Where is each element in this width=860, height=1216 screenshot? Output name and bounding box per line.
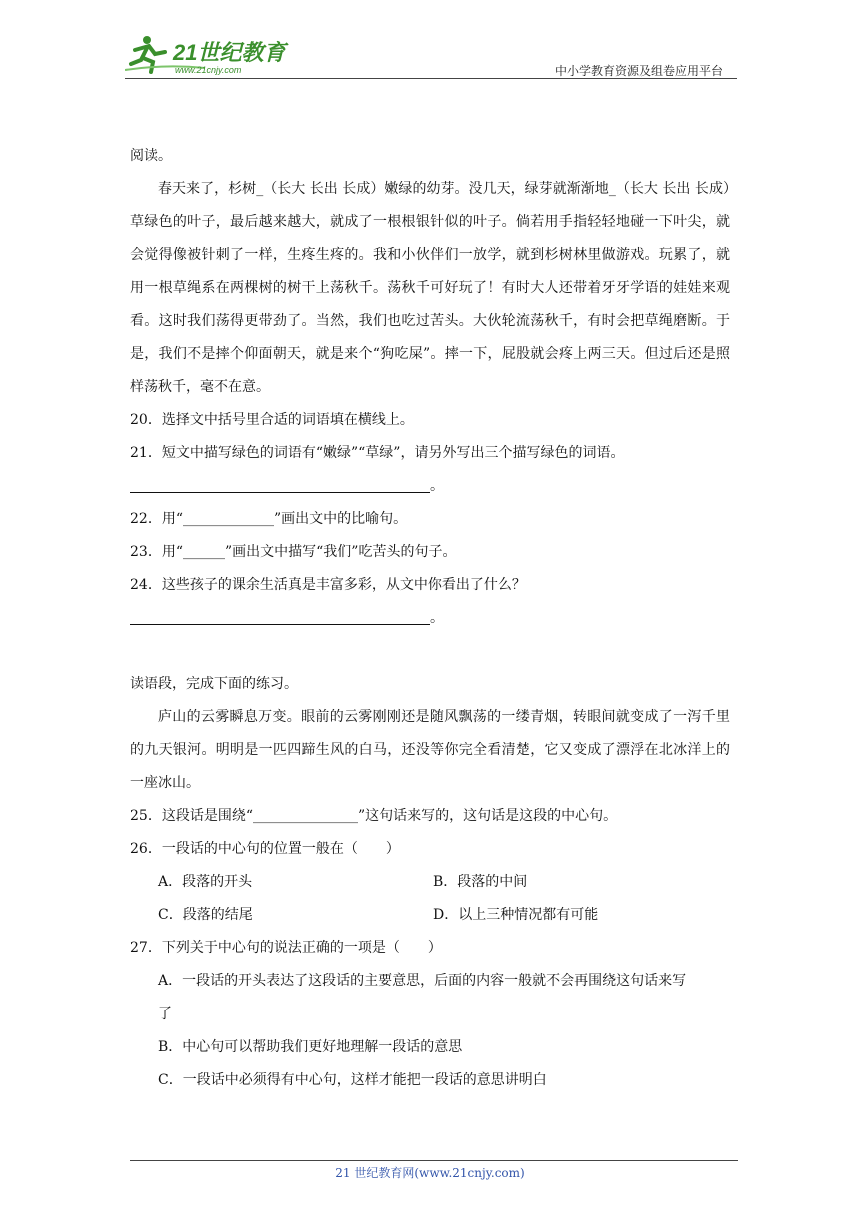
question-24: 24．这些孩子的课余生活真是丰富多彩，从文中你看出了什么？ — [130, 577, 526, 593]
option-d[interactable]: D．以上三种情况都有可能 — [433, 907, 599, 923]
q27-option-a-cont: 了 — [158, 1006, 172, 1022]
svg-text:21世纪教育: 21世纪教育 — [173, 40, 286, 65]
question-25: 25．这段话是围绕“_______________”这句话来写的，这句话是这段的中心句。 — [130, 808, 618, 824]
question-22: 22．用“_____________”画出文中的比喻句。 — [130, 511, 408, 527]
reading1-label: 阅读。 — [130, 148, 172, 164]
svg-text:www.21cnjy.com: www.21cnjy.com — [175, 65, 242, 75]
logo — [125, 34, 295, 76]
page-header — [125, 28, 737, 80]
option-c[interactable]: C．段落的结尾 — [158, 907, 253, 923]
section-gap — [130, 635, 730, 668]
reading2-label: 读语段，完成下面的练习。 — [130, 676, 298, 692]
q27-option-a[interactable]: A．一段话的开头表达了这段话的主要意思，后面的内容一般就不会再围绕这句话来写 — [158, 973, 687, 989]
footer-divider — [130, 1160, 738, 1161]
answer-line-24[interactable]: 。 — [130, 602, 730, 635]
platform-name: 中小学教育资源及组卷应用平台 — [554, 64, 723, 78]
question-23: 23．用“______”画出文中描写“我们”吃苦头的句子。 — [130, 544, 457, 560]
question-27: 27．下列关于中心句的说法正确的一项是（ ） — [130, 940, 442, 956]
option-b[interactable]: B．段落的中间 — [433, 874, 528, 890]
question-26-options — [130, 866, 730, 932]
reading2-passage: 庐山的云雾瞬息万变。眼前的云雾刚刚还是随风飘荡的一缕青烟，转眼间就变成了一泻千里的九天银河。明明是一匹四蹄生风的白马，还没等你完全看清楚，它又变成了漂浮在北冰洋上的一座冰山。 — [130, 709, 730, 791]
runner-icon — [125, 34, 295, 76]
reading1-passage: 春天来了，杉树_（长大 长出 长成）嫩绿的幼芽。没几天，绿芽就渐渐地_（长大 长出 长成）草绿色的叶子，最后越来越大，就成了一根根银针似的叶子。倘若用手指轻轻地碰一下叶尖，就会觉得像被针刺了一样，生疼生疼的。我和小伙伴们一放学，就到杉树林里做游戏。玩累了，就用一根草绳系在两棵树的树干上荡秋千。荡秋千可好玩了！有时大人还带着牙牙学语的娃娃来观看。这时我们荡得更带劲了。当然，我们也吃过苦头。大伙轮流荡秋千，有时会把草绳磨断。于是，我们不是摔个仰面朝天，就是来个“狗吃屎”。摔一下，屁股就会疼上两三天。但过后还是照样荡秋千，毫不在意。 — [130, 181, 730, 395]
q27-option-c[interactable]: C．一段话中必须得有中心句，这样才能把一段话的意思讲明白 — [158, 1072, 547, 1088]
question-21: 21．短文中描写绿色的词语有“嫩绿”“草绿”，请另外写出三个描写绿色的词语。 — [130, 445, 625, 461]
header-divider — [125, 78, 737, 79]
question-26: 26．一段话的中心句的位置一般在（ ） — [130, 841, 400, 857]
answer-line-21[interactable]: 。 — [130, 470, 730, 503]
q27-option-b[interactable]: B．中心句可以帮助我们更好地理解一段话的意思 — [158, 1039, 463, 1055]
option-a[interactable]: A．段落的开头 — [158, 874, 253, 890]
footer-text: 21 世纪教育网(www.21cnjy.com) — [335, 1166, 525, 1180]
document-body — [130, 140, 730, 1097]
question-20: 20．选择文中括号里合适的词语填在横线上。 — [130, 412, 414, 428]
